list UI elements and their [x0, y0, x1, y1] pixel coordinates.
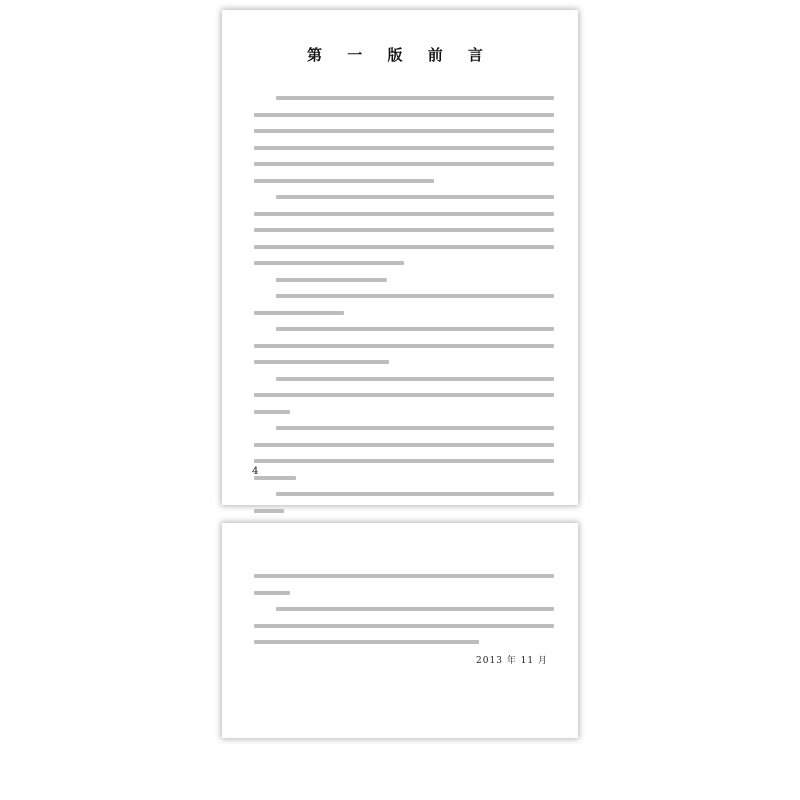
text-line — [254, 387, 554, 404]
text-line-placeholder — [276, 426, 554, 430]
text-line — [254, 255, 554, 272]
text-line — [254, 601, 554, 618]
text-line-placeholder — [254, 228, 554, 232]
text-line-placeholder — [254, 410, 290, 414]
text-line — [254, 305, 554, 322]
text-line-placeholder — [254, 360, 389, 364]
text-line-placeholder — [254, 129, 554, 133]
text-line-placeholder — [254, 591, 290, 595]
page-heading: 第 一 版 前 言 — [307, 46, 493, 64]
text-line — [254, 354, 554, 371]
page-number: 4 — [252, 466, 259, 477]
text-line-placeholder — [254, 162, 554, 166]
text-line — [254, 189, 554, 206]
text-line-placeholder — [254, 245, 554, 249]
text-line-placeholder — [276, 607, 554, 611]
text-line-placeholder — [254, 212, 554, 216]
text-line-placeholder — [254, 311, 344, 315]
text-line-placeholder — [276, 96, 554, 100]
text-line-placeholder — [276, 294, 554, 298]
text-line-placeholder — [254, 443, 554, 447]
text-line — [254, 239, 554, 256]
text-line-placeholder — [254, 344, 554, 348]
text-line-placeholder — [276, 327, 554, 331]
text-line-placeholder — [254, 146, 554, 150]
text-line — [254, 585, 554, 602]
text-line — [254, 453, 554, 470]
text-line — [254, 486, 554, 503]
text-line-placeholder — [254, 393, 554, 397]
text-line-placeholder — [276, 278, 387, 282]
text-line-placeholder — [254, 179, 434, 183]
text-line — [254, 321, 554, 338]
text-line — [254, 634, 554, 651]
text-line — [254, 371, 554, 388]
text-line — [254, 404, 554, 421]
text-line-placeholder — [254, 476, 296, 480]
text-line-placeholder — [254, 574, 554, 578]
text-line — [254, 222, 554, 239]
page-2-text-block — [254, 568, 554, 651]
text-line — [254, 288, 554, 305]
text-line — [254, 272, 554, 289]
text-line — [254, 420, 554, 437]
text-line — [254, 618, 554, 635]
text-line-placeholder — [254, 509, 284, 513]
text-line — [254, 173, 554, 190]
text-line — [254, 123, 554, 140]
text-line — [254, 338, 554, 355]
text-line — [254, 470, 554, 487]
text-line — [254, 437, 554, 454]
text-line-placeholder — [254, 113, 554, 117]
text-line-placeholder — [254, 640, 479, 644]
text-line-placeholder — [276, 492, 554, 496]
text-line-placeholder — [254, 624, 554, 628]
date-signature: 2013 年 11 月 — [476, 656, 548, 666]
text-line — [254, 503, 554, 520]
text-line — [254, 140, 554, 157]
text-line-placeholder — [254, 261, 404, 265]
document-page-2 — [222, 523, 578, 738]
text-line — [254, 568, 554, 585]
text-line-placeholder — [276, 195, 554, 199]
document-page-1 — [222, 10, 578, 505]
text-line — [254, 90, 554, 107]
text-line-placeholder — [254, 459, 554, 463]
text-line-placeholder — [276, 377, 554, 381]
text-line — [254, 156, 554, 173]
text-line — [254, 107, 554, 124]
text-line — [254, 206, 554, 223]
